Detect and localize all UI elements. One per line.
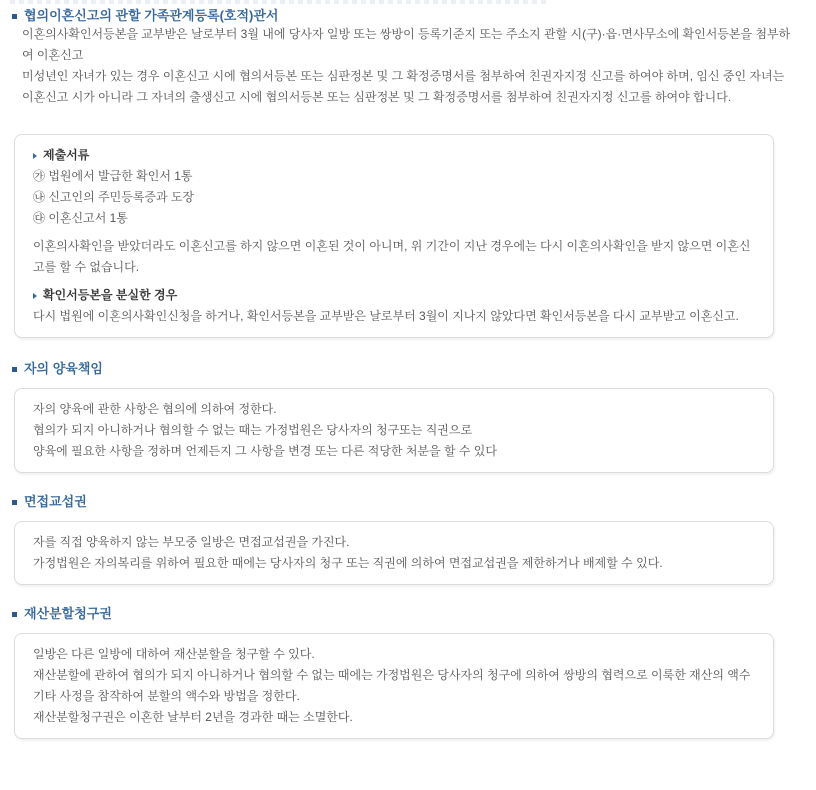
jurisdiction-paragraph-2: 미성년인 자녀가 있는 경우 이혼신고 시에 협의서등본 또는 심판정본 및 그 확정증명서를 첨부하여 친권자지정 신고를 하여야 하며, 임신 중인 자녀는 이혼신고 시가 아니라 그 자녀의 출생신고 시에 협의서등본 또는 심판정본 및 그 확정증명서를 첨부하여 친권자지정 신고를 하여야 합니다. xyxy=(22,69,785,104)
subhead-submission-documents xyxy=(33,145,755,166)
custody-line-1: 자의 양육에 관한 사항은 협의에 의하여 정한다. xyxy=(33,402,277,416)
heading-child-custody xyxy=(12,361,816,377)
square-bullet-icon xyxy=(12,367,17,372)
subhead-submission-documents-text: 제출서류 xyxy=(43,148,90,162)
heading-visitation-rights-text: 면접교섭권 xyxy=(24,494,87,509)
heading-property-division xyxy=(12,606,816,622)
triangle-bullet-icon xyxy=(33,153,37,159)
property-line-3: 재산분할청구권은 이혼한 날부터 2년을 경과한 때는 소멸한다. xyxy=(33,710,353,724)
square-bullet-icon xyxy=(12,14,17,19)
visitation-rights-box xyxy=(14,521,774,585)
heading-jurisdiction-text: 협의이혼신고의 관할 가족관계등록(호적)관서 xyxy=(24,8,279,23)
child-custody-box xyxy=(14,388,774,473)
custody-line-2: 협의가 되지 아니하거나 협의할 수 없는 때는 가정법원은 당사자의 청구또는 직권으로 xyxy=(33,423,473,437)
subhead-lost-certificate xyxy=(33,285,755,306)
confirmation-note: 이혼의사확인을 받았더라도 이혼신고를 하지 않으면 이혼된 것이 아니며, 위 기간이 지난 경우에는 다시 이혼의사확인을 받지 않으면 이혼신고를 할 수 없습니다. xyxy=(33,239,751,274)
lost-certificate-text: 다시 법원에 이혼의사확인신청을 하거나, 확인서등본을 교부받은 날로부터 3월이 지나지 않았다면 확인서등본을 다시 교부받고 이혼신고. xyxy=(33,309,739,323)
required-documents-box xyxy=(14,134,774,338)
document-item-1: ㉮ 법원에서 발급한 확인서 1통 xyxy=(33,169,193,183)
jurisdiction-intro xyxy=(22,24,794,108)
heading-property-division-text: 재산분할청구권 xyxy=(24,606,112,621)
property-line-2: 재산분할에 관하여 협의가 되지 아니하거나 협의할 수 없는 때에는 가정법원은 당사자의 청구에 의하여 쌍방의 협력으로 이룩한 재산의 액수 기타 사정을 참작하여 분할의 액수와 방법을 정한다. xyxy=(33,668,751,703)
clipped-text-artifact xyxy=(10,0,550,4)
custody-line-3: 양육에 필요한 사항을 정하며 언제든지 그 사항을 변경 또는 다른 적당한 처분을 할 수 있다 xyxy=(33,444,497,458)
heading-child-custody-text: 자의 양육책임 xyxy=(24,361,103,376)
triangle-bullet-icon xyxy=(33,293,37,299)
heading-visitation-rights xyxy=(12,494,816,510)
visitation-line-2: 가정법원은 자의복리를 위하여 필요한 때에는 당사자의 청구 또는 직권에 의하여 면접교섭권을 제한하거나 배제할 수 있다. xyxy=(33,556,663,570)
spacer xyxy=(33,229,755,236)
heading-jurisdiction xyxy=(12,8,816,24)
property-division-box xyxy=(14,633,774,739)
document-item-3: ㉰ 이혼신고서 1통 xyxy=(33,211,128,225)
subhead-lost-certificate-text: 확인서등본을 분실한 경우 xyxy=(43,288,178,302)
jurisdiction-paragraph-1: 이혼의사확인서등본을 교부받은 날로부터 3월 내에 당사자 일방 또는 쌍방이 등록기준지 또는 주소지 관할 시(구)·읍·면사무소에 확인서등본을 첨부하여 이혼신고 xyxy=(22,27,791,62)
square-bullet-icon xyxy=(12,612,17,617)
spacer xyxy=(33,278,755,285)
property-line-1: 일방은 다른 일방에 대하여 재산분할을 청구할 수 있다. xyxy=(33,647,315,661)
visitation-line-1: 자를 직접 양육하지 않는 부모중 일방은 면접교섭권을 가진다. xyxy=(33,535,350,549)
square-bullet-icon xyxy=(12,500,17,505)
document-item-2: ㉯ 신고인의 주민등록증과 도장 xyxy=(33,190,195,204)
